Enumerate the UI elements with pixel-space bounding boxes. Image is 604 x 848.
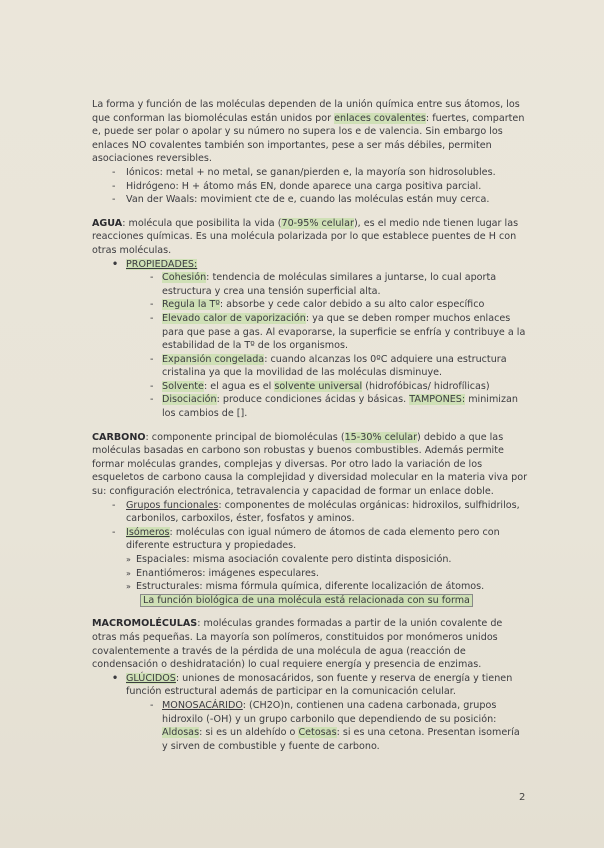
term: Elevado calor de vaporización <box>162 312 306 324</box>
list-item <box>126 353 528 380</box>
agua-text-rest: ), es el medio nde tienen lugar las reacciones químicas. Es una molécula polarizada por lo que establece puentes de H con otras moléculas. <box>92 217 519 256</box>
list-item: - Hidrógeno: H + átomo más EN, donde aparece una carga positiva parcial. <box>92 180 528 194</box>
properties-list <box>126 271 528 421</box>
list-item <box>126 271 528 298</box>
intro-paragraph <box>92 98 528 166</box>
mono-desc: : (CH2O)n, contienen una cadena carbonada, grupos hidroxilo (-OH) y un grupo carbonilo que dependiendo de su posición: <box>162 699 497 725</box>
macro-heading: MACROMOLÉCULAS <box>92 618 198 630</box>
mono-term: MONOSACÁRIDO <box>162 699 243 711</box>
list-item: » Enantiómeros: imágenes especulares. <box>92 567 528 581</box>
list-item <box>126 393 528 420</box>
carbono-text-rest: ) debido a que las moléculas basadas en carbono son robustas y buenos combustibles. Además permite formar moléculas grandes, complejas y diversas. Por otro lado la variación de los esqueletos de carbono causa la complejidad y diversidad molecular en la materia viva por su: configuración electrónica, tetravalencia y capacidad de formar un enlace doble. <box>92 431 528 498</box>
glucidos-sublist <box>126 699 528 753</box>
term: Isómeros <box>126 526 170 538</box>
highlight-enlaces-covalentes: enlaces covalentes <box>334 112 426 124</box>
list-item: » Espaciales: misma asociación covalente pero distinta disposición. <box>92 553 528 567</box>
list-item: - Van der Waals: movimient cte de e, cuando las moléculas están muy cerca. <box>92 193 528 207</box>
agua-properties <box>92 258 528 421</box>
agua-paragraph <box>92 217 528 258</box>
list-item <box>126 298 528 312</box>
term: Solvente <box>162 380 204 392</box>
desc: : componentes de moléculas orgánicas: hidroxilos, sulfhidrilos, carbonilos, carboxilos, éster, fosfatos y aminos. <box>126 499 520 525</box>
desc: : ya que se deben romper muchos enlaces para que pase a gas. Al evaporarse, la superficie se enfría y contribuye a la estabilidad de la Tº de los organismos. <box>162 312 526 352</box>
mono-desc: : si es una cetona. Presentan isomería y sirven de combustible y fuente de carbono. <box>162 727 520 752</box>
bond-types-list <box>92 166 528 207</box>
term: Expansión congelada <box>162 353 265 365</box>
carbono-paragraph <box>92 431 528 499</box>
intro-text: La forma y función de las moléculas dependen de la unión química entre sus átomos, los que conforman las biomoléculas están unidos por <box>92 99 520 124</box>
term: Grupos funcionales <box>126 499 219 511</box>
list-item <box>126 312 528 353</box>
glucidos-term: GLÚCIDOS <box>126 672 176 684</box>
desc: : moléculas con igual número de átomos de cada elemento pero con diferente estructura y propiedades. <box>126 526 500 552</box>
desc: : produce condiciones ácidas y básicas. <box>216 394 410 406</box>
list-item <box>92 499 528 526</box>
desc: minimizan los cambios de []. <box>162 394 518 420</box>
page-number: 2 <box>519 792 526 803</box>
carbono-list <box>92 499 528 553</box>
carbono-heading: CARBONO <box>92 431 146 443</box>
isomeros-list <box>92 553 528 594</box>
highlight-carbono-percent: 15-30% celular <box>344 431 418 443</box>
cetosas-term: Cetosas <box>298 727 337 739</box>
term-highlight: TAMPONES: <box>409 394 466 406</box>
term: Regula la Tº <box>162 299 220 311</box>
term-highlight: solvente universal <box>274 380 363 392</box>
highlight-agua-percent: 70-95% celular <box>281 217 354 229</box>
macro-paragraph <box>92 617 528 671</box>
desc: : tendencia de moléculas similares a juntarse, lo cual aporta estructura y crea una tensión superficial alta. <box>162 272 497 297</box>
desc: : absorbe y cede calor debido a su alto calor específico <box>219 299 485 311</box>
boxed-statement: La función biológica de una molécula está relacionada con su forma <box>140 594 473 607</box>
mono-desc: : si es un aldehído o <box>199 727 299 739</box>
term: Cohesión <box>162 272 207 284</box>
desc: : cuando alcanzas los 0ºC adquiere una estructura cristalina ya que la movilidad de las moléculas disminuye. <box>162 353 507 379</box>
macro-text: : moléculas grandes formadas a partir de la unión covalente de otras más pequeñas. La mayoría son polímeros, constituidos por monómeros unidos covalentemente a través de la pérdida de una molécula de agua (reacción de condensación o deshidratación) lo cual requiere energía y presencia de enzimas. <box>92 618 503 671</box>
properties-bullet <box>92 258 528 421</box>
list-item <box>126 380 528 394</box>
list-item <box>126 699 528 753</box>
carbono-text: : componente principal de biomoléculas ( <box>145 431 345 443</box>
properties-label: PROPIEDADES: <box>126 258 198 270</box>
list-item: - Iónicos: metal + no metal, se ganan/pierden e, la mayoría son hidrosolubles. <box>92 166 528 180</box>
term: Disociación <box>162 394 217 406</box>
glucidos-item <box>92 672 528 754</box>
boxed-note <box>92 594 528 608</box>
page-content <box>92 98 528 753</box>
agua-text: : molécula que posibilita la vida ( <box>122 217 282 229</box>
desc: (hidrofóbicas/ hidrofílicas) <box>362 380 490 392</box>
list-item: » Estructurales: misma fórmula química, diferente localización de átomos. <box>92 580 528 594</box>
agua-heading: AGUA <box>92 217 123 229</box>
intro-text-rest: : fuertes, comparten e, puede ser polar o apolar y su número no supera los e de valencia. Sin embargo los enlaces NO covalentes también son importantes, pese a ser más débiles, permiten asociaciones reversibles. <box>92 112 525 165</box>
list-item <box>92 526 528 553</box>
glucidos-desc: : uniones de monosacáridos, son fuente y reserva de energía y tienen función estructural además de participar en la comunicación celular. <box>126 672 513 698</box>
macro-list <box>92 672 528 754</box>
aldosas-term: Aldosas <box>162 727 200 739</box>
desc: : el agua es el <box>203 380 275 392</box>
